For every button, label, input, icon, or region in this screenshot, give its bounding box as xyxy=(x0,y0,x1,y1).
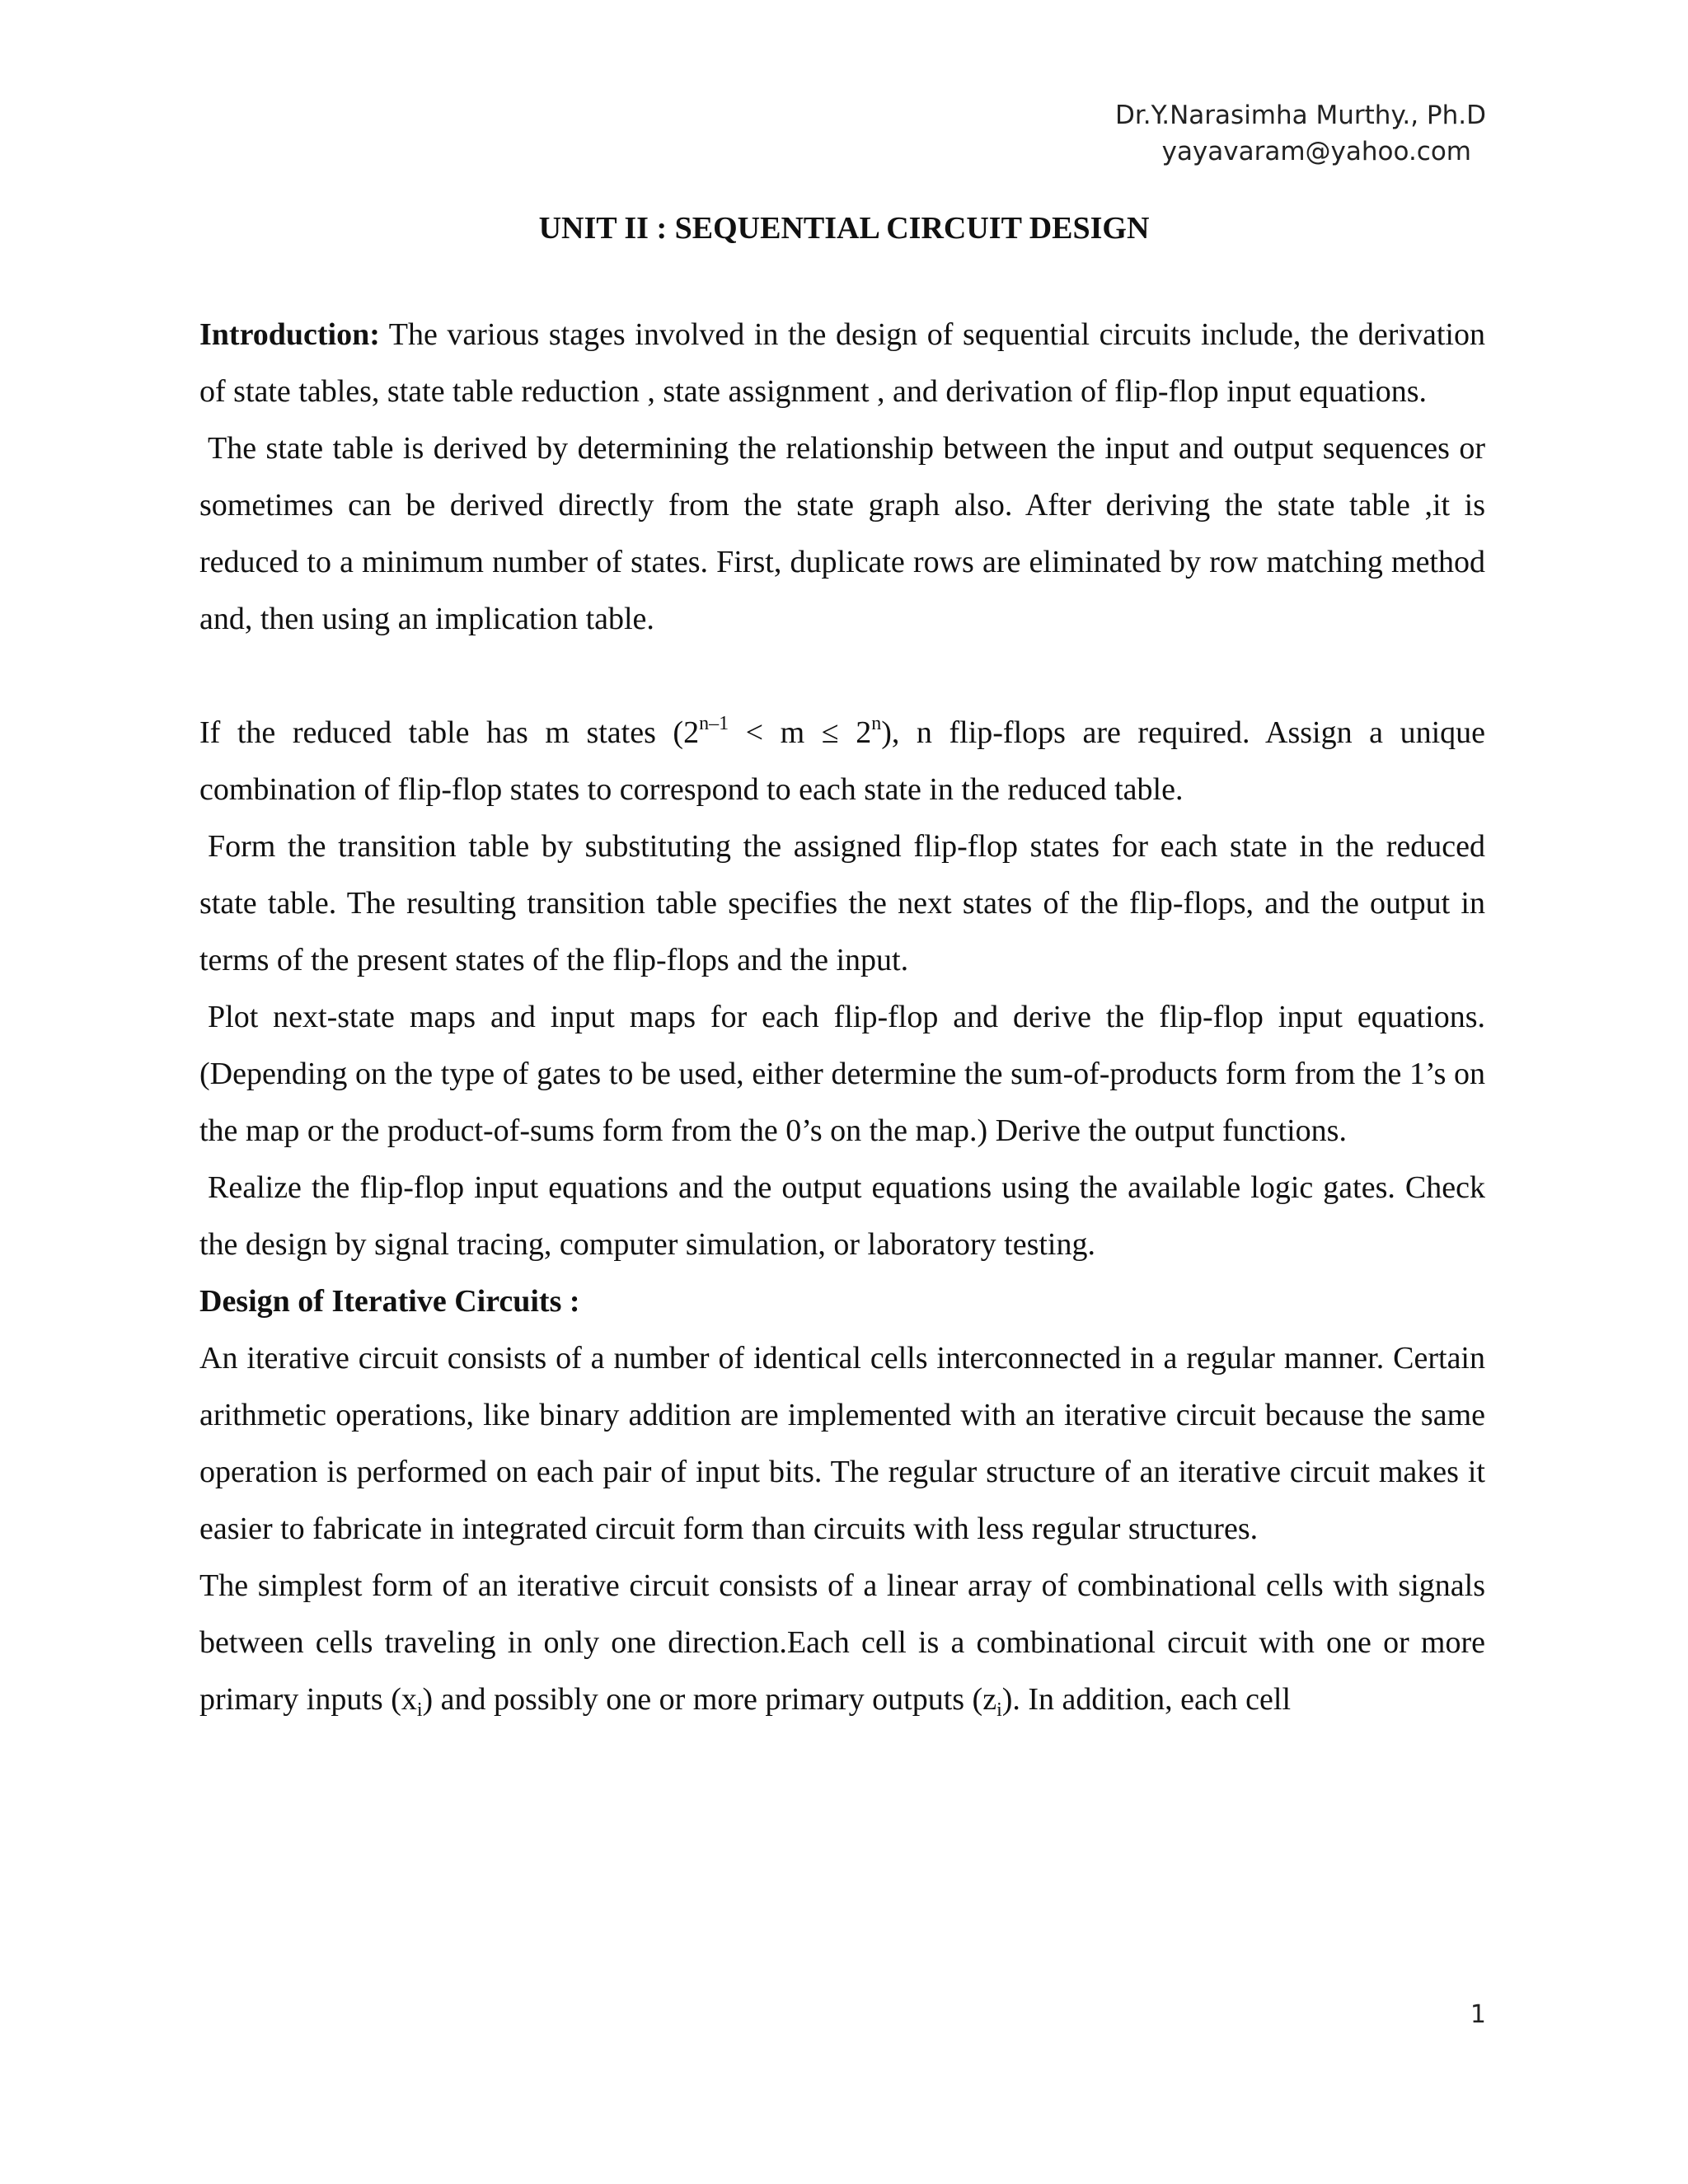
reduced-text-1: If the reduced table has m states (2 xyxy=(199,715,700,750)
author-email: yayavaram@yahoo.com xyxy=(1161,137,1471,166)
transition-table-paragraph: Form the transition table by substituting the assigned flip-flop states for each state in the reduced state table. The resulting transition table specifies the next states of the flip-flops, and the output in terms of the present states of the flip-flops and the input. xyxy=(199,829,1485,977)
reduced-text-2: < m ≤ 2 xyxy=(729,715,872,750)
superscript-n: n xyxy=(871,713,882,734)
superscript-n-minus-1: n–1 xyxy=(699,713,729,734)
page-title: UNIT II : SEQUENTIAL CIRCUIT DESIGN xyxy=(538,211,1150,246)
document-body xyxy=(199,307,1485,1728)
iterative-text-3: ). In addition, each cell xyxy=(1001,1682,1292,1717)
iterative-paragraph-2 xyxy=(199,1558,1485,1728)
page-number: 1 xyxy=(1470,2000,1486,2029)
subscript-i-x: i xyxy=(416,1699,423,1721)
iterative-text-1: The simplest form of an iterative circuit consists of a linear array of combinational cells with signals between cells traveling in only one direction.Each cell is a combinational circuit with one or more primary inputs (x xyxy=(199,1568,1485,1717)
iterative-paragraph-1: An iterative circuit consists of a number of identical cells interconnected in a regular manner. Certain arithmetic operations, like binary addition are implemented with an iterative circuit because the same operation is performed on each pair of input bits. The regular structure of an iterative circuit makes it easier to fabricate in integrated circuit form than circuits with less regular structures. xyxy=(199,1341,1485,1546)
maps-paragraph: Plot next-state maps and input maps for each flip-flop and derive the flip-flop input equations. (Depending on the type of gates to be used, either determine the sum-of-products form from the 1’s on the map or the product-of-sums form from the 0’s on the map.) Derive the output functions. xyxy=(199,1000,1485,1148)
realize-paragraph: Realize the flip-flop input equations and the output equations using the available logic gates. Check the design by signal tracing, computer simulation, or laboratory testing. xyxy=(199,1170,1485,1262)
reduced-text-3: ), n flip-flops are required. Assign a unique combination of flip-flop states to correspond to each state in the reduced table. xyxy=(199,715,1485,807)
paragraph-spacer xyxy=(199,648,1485,705)
page-header xyxy=(1115,97,1486,170)
iterative-text-2: ) and possibly one or more primary outputs (z xyxy=(422,1682,997,1717)
reduced-table-paragraph xyxy=(199,705,1485,818)
section-heading-iterative: Design of Iterative Circuits : xyxy=(199,1284,580,1319)
intro-heading: Introduction: xyxy=(199,317,380,352)
state-table-paragraph: The state table is derived by determining the relationship between the input and output sequences or sometimes can be derived directly from the state graph also. After deriving the state table ,it is reduced to a minimum number of states. First, duplicate rows are eliminated by row matching method and, then using an implication table. xyxy=(199,431,1485,636)
subscript-i-z: i xyxy=(996,1699,1002,1721)
author-name: Dr.Y.Narasimha Murthy., Ph.D xyxy=(1114,101,1486,130)
intro-text: The various stages involved in the design of sequential circuits include, the derivation of state tables, state table reduction , state assignment , and derivation of flip-flop input equations. xyxy=(199,317,1485,409)
intro-paragraph xyxy=(199,307,1485,420)
